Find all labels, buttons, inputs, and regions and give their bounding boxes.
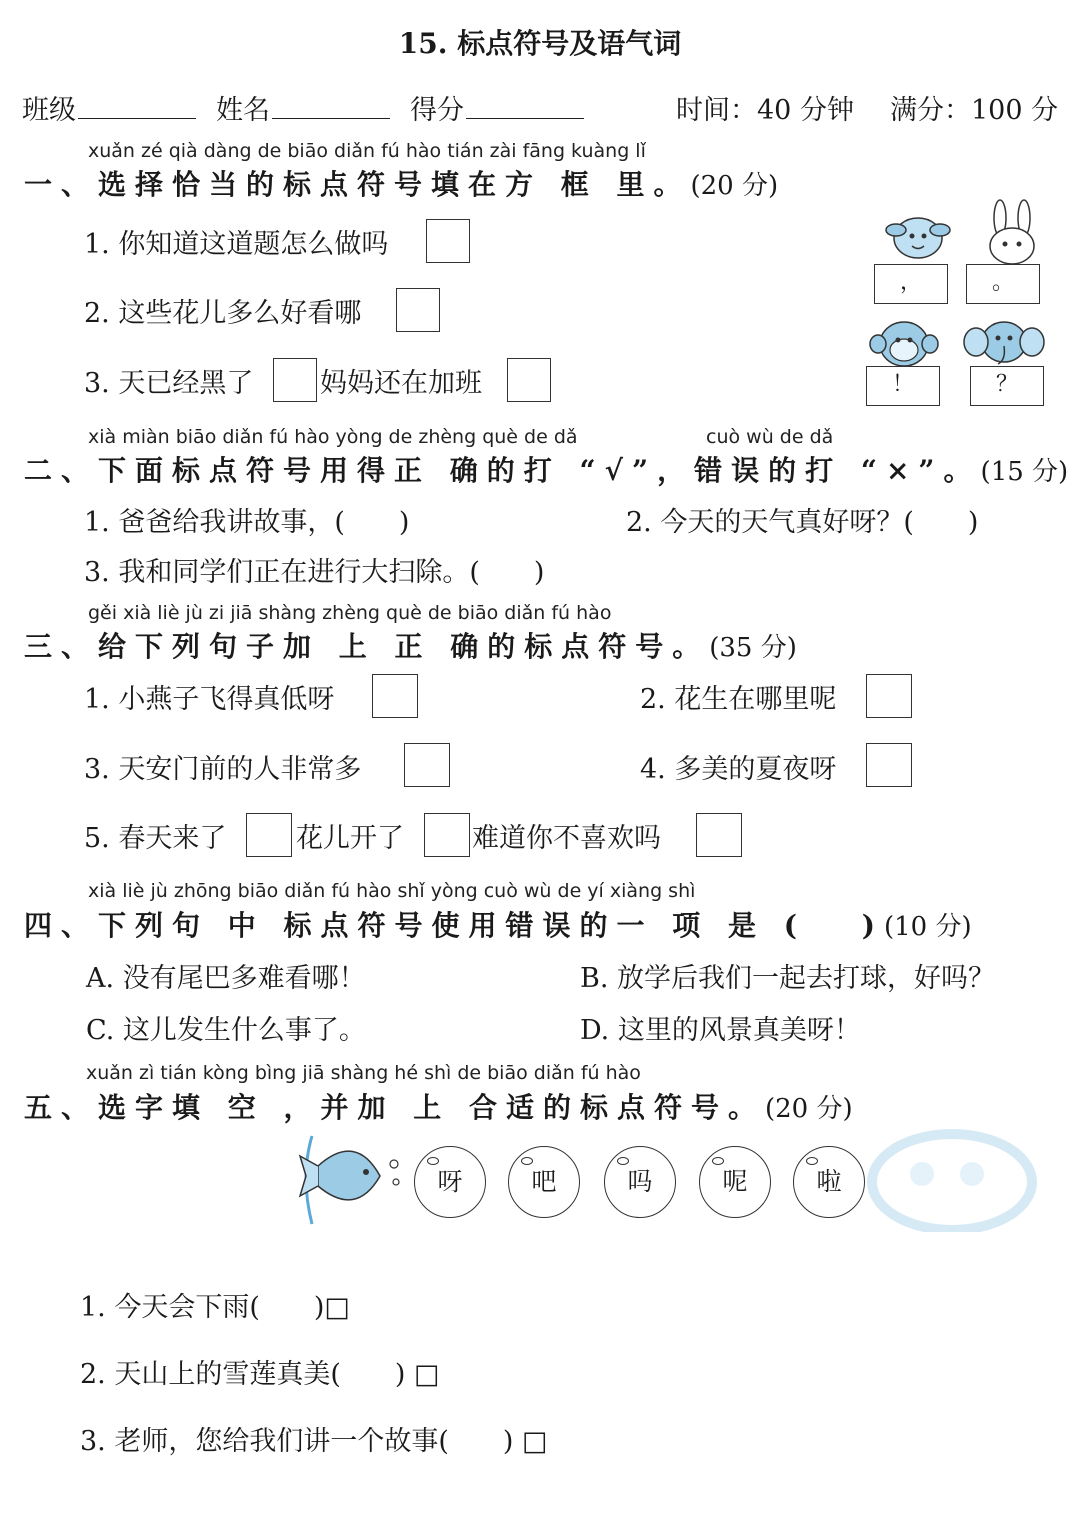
s4-option-b[interactable]: B. 放学后我们一起去打球，好吗？: [580, 963, 996, 994]
s3-item-1: 1. 小燕子飞得真低呀: [84, 684, 335, 715]
s5-pinyin: xuǎn zì tián kòng bìng jiā shàng hé shì de biāo diǎn fú hào: [86, 1062, 641, 1084]
full-score-info: 满分：100 分: [890, 95, 1059, 126]
s3-answer-box-5a[interactable]: [246, 813, 292, 857]
s1-answer-box-3a[interactable]: [273, 358, 317, 402]
fish-icon: [296, 1126, 406, 1230]
score-field[interactable]: [410, 88, 584, 127]
watermark-mascot-icon: [842, 1112, 1042, 1232]
class-blank[interactable]: [78, 92, 196, 119]
s1-answer-box-1[interactable]: [426, 219, 470, 263]
s3-heading: [24, 625, 797, 665]
s2-score: (15 分): [980, 457, 1069, 487]
time-info: 时间：40 分钟: [676, 95, 854, 126]
s1-answer-box-3b[interactable]: [507, 358, 551, 402]
s1-pinyin: xuǎn zé qià dàng de biāo diǎn fú hào tián zài fāng kuàng lǐ: [88, 140, 646, 162]
s5-item-3[interactable]: 3. 老师，您给我们讲一个故事( ) □: [80, 1426, 548, 1457]
s3-item-5a: 5. 春天来了: [84, 823, 227, 854]
s3-answer-box-4[interactable]: [866, 743, 912, 787]
bubble-ba[interactable]: 吧: [508, 1146, 580, 1218]
name-field[interactable]: [216, 88, 390, 127]
s1-item-2: 2. 这些花儿多么好看哪: [84, 298, 362, 329]
s3-item-5c: 难道你不喜欢吗: [472, 823, 661, 854]
s5-item-1[interactable]: 1. 今天会下雨( )□: [80, 1292, 350, 1323]
score-blank[interactable]: [466, 92, 584, 119]
card-exclamation: ！: [866, 366, 940, 406]
score-label: 得分: [410, 95, 464, 126]
s3-answer-box-3[interactable]: [404, 743, 450, 787]
bubble-ya[interactable]: 呀: [414, 1146, 486, 1218]
s2-item-3[interactable]: 3. 我和同学们正在进行大扫除。( ): [84, 557, 545, 588]
s1-answer-box-2[interactable]: [396, 288, 440, 332]
s4-option-c[interactable]: C. 这儿发生什么事了。: [86, 1015, 366, 1046]
s1-score: (20 分): [690, 171, 779, 201]
s1-item-3b: 妈妈还在加班: [320, 368, 482, 399]
s3-answer-box-2[interactable]: [866, 674, 912, 718]
s1-heading: [24, 163, 778, 203]
class-field[interactable]: [22, 88, 196, 127]
bubble-ma[interactable]: 吗: [604, 1146, 676, 1218]
s4-option-d[interactable]: D. 这里的风景真美呀！: [580, 1015, 861, 1046]
s2-item-2[interactable]: 2. 今天的天气真好呀？( ): [626, 507, 979, 538]
s4-heading-text: 四、下列句 中 标点符号使用错误的一 项 是 ( ): [24, 909, 884, 942]
card-question: ？: [970, 366, 1044, 406]
bubble-la[interactable]: 啦: [793, 1146, 865, 1218]
class-label: 班级: [22, 95, 76, 126]
s5-item-2[interactable]: 2. 天山上的雪莲真美( ) □: [80, 1359, 440, 1390]
s3-score: (35 分): [709, 633, 797, 663]
s3-heading-text: 三、给下列句子加 上 正 确的标点符号。: [24, 630, 710, 663]
s3-item-2: 2. 花生在哪里呢: [640, 684, 837, 715]
s2-heading-text: 二、下面标点符号用得正 确的打 “√”，错误的打 “×”。: [24, 454, 981, 487]
elephant-icon: [962, 316, 1046, 370]
name-label: 姓名: [216, 95, 270, 126]
monkey-icon: [864, 318, 944, 370]
s1-item-1: 1. 你知道这道题怎么做吗: [84, 229, 389, 260]
s5-heading-text: 五、选字填 空 ，并加 上 合适的标点符号。: [24, 1091, 765, 1124]
s5-score: (20 分): [765, 1094, 853, 1124]
s3-item-4: 4. 多美的夏夜呀: [640, 754, 837, 785]
page-title: 15. 标点符号及语气词: [398, 27, 682, 60]
dog-icon: [878, 208, 958, 268]
s2-item-1[interactable]: 1. 爸爸给我讲故事，( ): [84, 507, 410, 538]
s3-answer-box-5b[interactable]: [424, 813, 470, 857]
s5-heading: [24, 1086, 853, 1126]
s4-score: (10 分): [884, 912, 972, 942]
s3-answer-box-1[interactable]: [372, 674, 418, 718]
name-blank[interactable]: [272, 92, 390, 119]
s2-pinyin-2: cuò wù de dǎ: [706, 426, 834, 448]
s2-pinyin-1: xià miàn biāo diǎn fú hào yòng de zhèng què de dǎ: [88, 426, 578, 448]
s1-heading-text: 一、选择恰当的标点符号填在方 框 里。: [24, 168, 691, 201]
s4-pinyin: xià liè jù zhōng biāo diǎn fú hào shǐ yòng cuò wù de yí xiàng shì: [88, 880, 696, 902]
s3-answer-box-5c[interactable]: [696, 813, 742, 857]
s4-option-a[interactable]: A. 没有尾巴多难看哪！: [86, 963, 366, 994]
s3-item-5b: 花儿开了: [296, 823, 404, 854]
s3-pinyin: gěi xià liè jù zi jiā shàng zhèng què de biāo diǎn fú hào: [88, 602, 612, 624]
s2-heading: [24, 449, 1068, 489]
s3-item-3: 3. 天安门前的人非常多: [84, 754, 362, 785]
card-period: 。: [966, 264, 1040, 304]
bubble-ne[interactable]: 呢: [699, 1146, 771, 1218]
card-comma: ，: [874, 264, 948, 304]
s4-heading: [24, 904, 972, 944]
s1-item-3a: 3. 天已经黑了: [84, 368, 254, 399]
rabbit-icon: [972, 198, 1052, 268]
